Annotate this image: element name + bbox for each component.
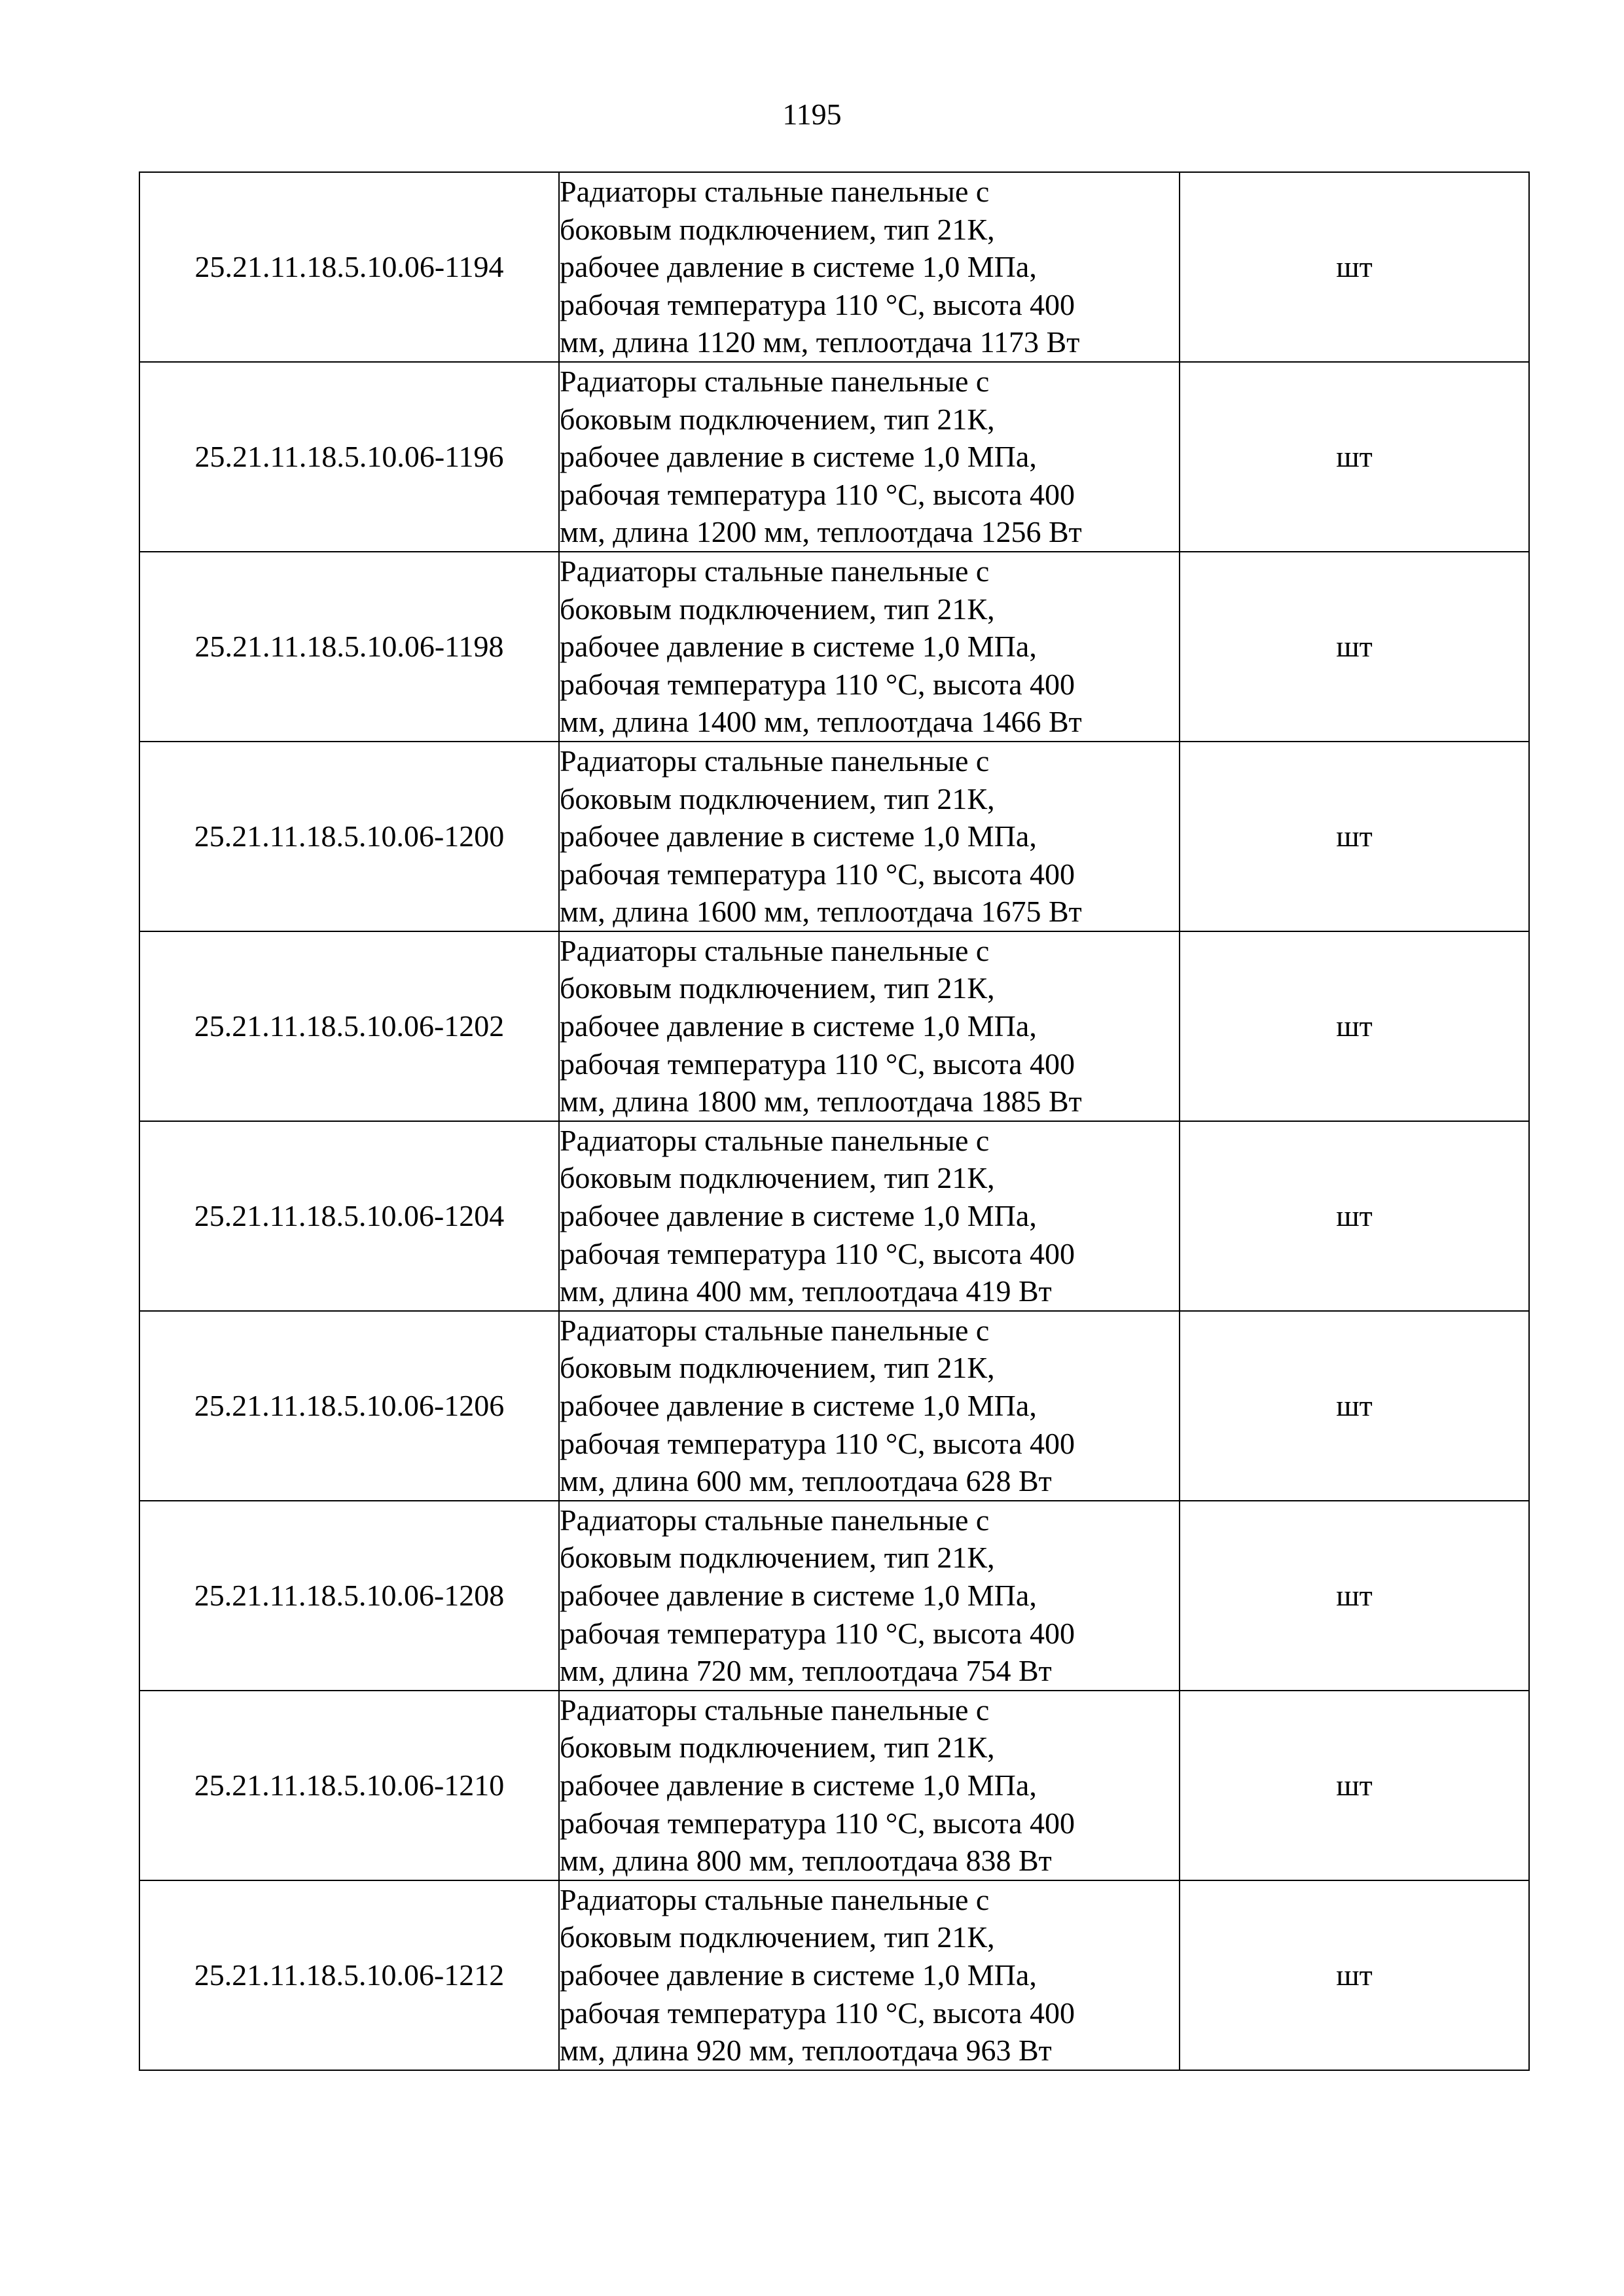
description-line: рабочее давление в системе 1,0 МПа, xyxy=(560,1199,1037,1233)
unit-of-measure: шт xyxy=(1180,742,1529,931)
unit-of-measure: шт xyxy=(1180,1121,1529,1311)
description-line: Радиаторы стальные панельные с xyxy=(560,744,990,778)
resource-table xyxy=(139,171,1530,2071)
description-line: рабочая температура 110 °С, высота 400 xyxy=(560,857,1075,891)
resource-table-body xyxy=(139,172,1529,2070)
description-line: боковым подключением, тип 21К, xyxy=(560,781,995,816)
description-line: боковым подключением, тип 21К, xyxy=(560,592,995,626)
resource-code: 25.21.11.18.5.10.06-1196 xyxy=(139,362,559,552)
description-line: Радиаторы стальные панельные с xyxy=(560,1882,990,1916)
description-line: мм, длина 920 мм, теплоотдача 963 Вт xyxy=(560,2034,1052,2068)
description-line: Радиаторы стальные панельные с xyxy=(560,364,990,398)
resource-code: 25.21.11.18.5.10.06-1206 xyxy=(139,1311,559,1501)
resource-description xyxy=(559,552,1180,742)
description-line: рабочее давление в системе 1,0 МПа, xyxy=(560,1389,1037,1422)
table-row xyxy=(139,931,1529,1121)
description-line: мм, длина 600 мм, теплоотдача 628 Вт xyxy=(560,1464,1052,1498)
page-number: 1195 xyxy=(782,98,842,131)
unit-of-measure: шт xyxy=(1180,362,1529,552)
description-line: рабочее давление в системе 1,0 МПа, xyxy=(560,1958,1037,1992)
description-line: мм, длина 720 мм, теплоотдача 754 Вт xyxy=(560,1654,1052,1688)
description-line: мм, длина 800 мм, теплоотдача 838 Вт xyxy=(560,1844,1052,1878)
description-line: рабочая температура 110 °С, высота 400 xyxy=(560,667,1075,701)
description-line: рабочее давление в системе 1,0 МПа, xyxy=(560,1009,1037,1043)
description-line: боковым подключением, тип 21К, xyxy=(560,1541,995,1575)
resource-description xyxy=(559,931,1180,1121)
table-row xyxy=(139,1501,1529,1691)
resource-code: 25.21.11.18.5.10.06-1212 xyxy=(139,1880,559,2070)
description-line: рабочая температура 110 °С, высота 400 xyxy=(560,477,1075,511)
table-row xyxy=(139,362,1529,552)
description-line: рабочее давление в системе 1,0 МПа, xyxy=(560,819,1037,853)
resource-description xyxy=(559,1311,1180,1501)
table-row xyxy=(139,172,1529,362)
unit-of-measure: шт xyxy=(1180,1311,1529,1501)
description-line: боковым подключением, тип 21К, xyxy=(560,402,995,436)
resource-description xyxy=(559,742,1180,931)
table-row xyxy=(139,552,1529,742)
table-row xyxy=(139,742,1529,931)
description-line: мм, длина 1120 мм, теплоотдача 1173 Вт xyxy=(560,325,1080,359)
resource-code: 25.21.11.18.5.10.06-1194 xyxy=(139,172,559,362)
unit-of-measure: шт xyxy=(1180,931,1529,1121)
description-line: боковым подключением, тип 21К, xyxy=(560,1351,995,1385)
description-line: Радиаторы стальные панельные с xyxy=(560,1123,990,1157)
resource-description xyxy=(559,1121,1180,1311)
resource-description xyxy=(559,172,1180,362)
description-line: боковым подключением, тип 21К, xyxy=(560,1920,995,1954)
description-line: мм, длина 1600 мм, теплоотдача 1675 Вт xyxy=(560,895,1082,929)
description-line: рабочая температура 110 °С, высота 400 xyxy=(560,1806,1075,1840)
description-line: рабочее давление в системе 1,0 МПа, xyxy=(560,1768,1037,1802)
description-line: рабочее давление в системе 1,0 МПа, xyxy=(560,1578,1037,1612)
description-line: рабочая температура 110 °С, высота 400 xyxy=(560,1996,1075,2030)
description-line: Радиаторы стальные панельные с xyxy=(560,1503,990,1537)
description-line: боковым подключением, тип 21К, xyxy=(560,1161,995,1195)
description-line: Радиаторы стальные панельные с xyxy=(560,175,990,208)
description-line: Радиаторы стальные панельные с xyxy=(560,554,990,588)
table-row xyxy=(139,1880,1529,2070)
description-line: мм, длина 1400 мм, теплоотдача 1466 Вт xyxy=(560,705,1082,739)
description-line: рабочее давление в системе 1,0 МПа, xyxy=(560,440,1037,474)
resource-description xyxy=(559,1691,1180,1880)
table-row xyxy=(139,1311,1529,1501)
description-line: рабочая температура 110 °С, высота 400 xyxy=(560,1047,1075,1081)
description-line: рабочая температура 110 °С, высота 400 xyxy=(560,1426,1075,1460)
resource-description xyxy=(559,362,1180,552)
description-line: Радиаторы стальные панельные с xyxy=(560,933,990,967)
resource-code: 25.21.11.18.5.10.06-1208 xyxy=(139,1501,559,1691)
description-line: мм, длина 1800 мм, теплоотдача 1885 Вт xyxy=(560,1085,1082,1119)
description-line: мм, длина 1200 мм, теплоотдача 1256 Вт xyxy=(560,515,1082,549)
unit-of-measure: шт xyxy=(1180,1501,1529,1691)
description-line: мм, длина 400 мм, теплоотдача 419 Вт xyxy=(560,1274,1052,1308)
description-line: рабочая температура 110 °С, высота 400 xyxy=(560,1616,1075,1650)
resource-code: 25.21.11.18.5.10.06-1198 xyxy=(139,552,559,742)
description-line: Радиаторы стальные панельные с xyxy=(560,1313,990,1347)
resource-code: 25.21.11.18.5.10.06-1210 xyxy=(139,1691,559,1880)
description-line: рабочая температура 110 °С, высота 400 xyxy=(560,287,1075,321)
description-line: боковым подключением, тип 21К, xyxy=(560,971,995,1005)
table-row xyxy=(139,1121,1529,1311)
description-line: Радиаторы стальные панельные с xyxy=(560,1693,990,1727)
description-line: боковым подключением, тип 21К, xyxy=(560,212,995,246)
resource-code: 25.21.11.18.5.10.06-1204 xyxy=(139,1121,559,1311)
unit-of-measure: шт xyxy=(1180,172,1529,362)
description-line: рабочее давление в системе 1,0 МПа, xyxy=(560,250,1037,284)
resource-code: 25.21.11.18.5.10.06-1202 xyxy=(139,931,559,1121)
resource-description xyxy=(559,1501,1180,1691)
unit-of-measure: шт xyxy=(1180,1880,1529,2070)
unit-of-measure: шт xyxy=(1180,552,1529,742)
resource-code: 25.21.11.18.5.10.06-1200 xyxy=(139,742,559,931)
table-row xyxy=(139,1691,1529,1880)
description-line: боковым подключением, тип 21К, xyxy=(560,1731,995,1765)
description-line: рабочая температура 110 °С, высота 400 xyxy=(560,1236,1075,1270)
unit-of-measure: шт xyxy=(1180,1691,1529,1880)
resource-description xyxy=(559,1880,1180,2070)
description-line: рабочее давление в системе 1,0 МПа, xyxy=(560,630,1037,664)
